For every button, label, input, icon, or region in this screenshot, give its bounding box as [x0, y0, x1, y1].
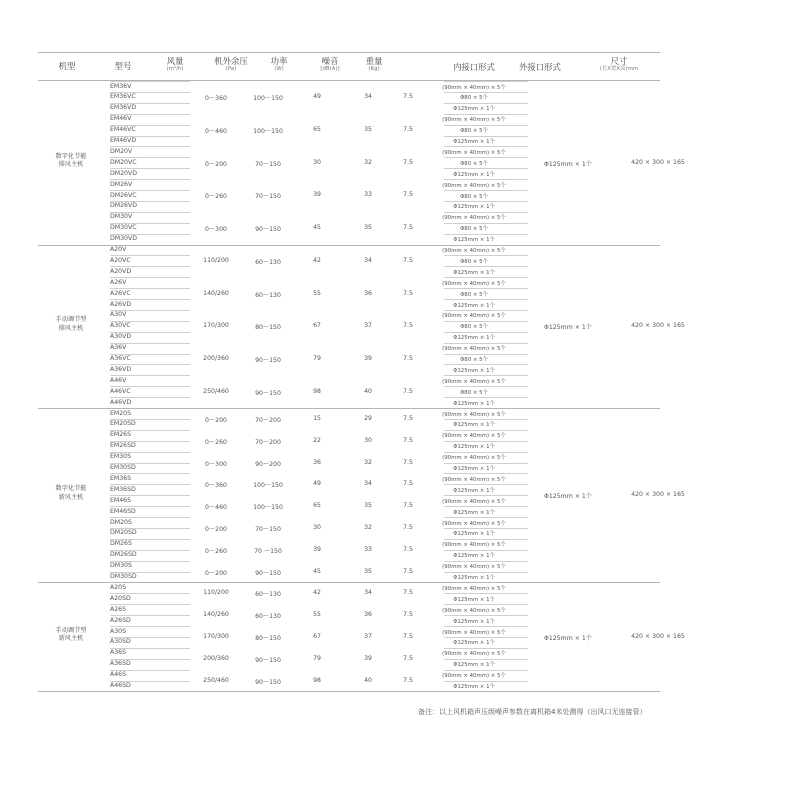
airflow-value: 0～260 [205, 438, 227, 446]
power-value: 39 [313, 545, 321, 553]
inner-port-value: Φ80 × 5个 [460, 291, 488, 298]
category-line: 新风主机 [58, 635, 84, 643]
inner-port-value: (90mm × 40mm) × 5个 [442, 280, 506, 287]
model-name: A36SD [110, 660, 131, 668]
inner-port-value: Φ125mm × 1个 [453, 422, 495, 429]
header-weight-unit: (Kg) [368, 65, 380, 72]
weight-value: 7.5 [403, 523, 413, 531]
power-value: 42 [313, 589, 321, 597]
model-name: EM30S [110, 453, 132, 461]
inner-port-value: Φ125mm × 1个 [453, 106, 495, 113]
category-label [38, 153, 104, 170]
inner-port-value: Φ125mm × 1个 [453, 367, 495, 374]
model-name: DM30VD [110, 235, 137, 243]
noise-value: 35 [364, 224, 372, 232]
weight-value: 7.5 [403, 256, 413, 264]
inner-port-value: Φ125mm × 1个 [453, 302, 495, 309]
model-name: EM46SD [110, 507, 136, 515]
inner-port-value: Φ80 × 5个 [460, 95, 488, 102]
category-line: 手动调节型 [55, 626, 87, 634]
model-name: A30S [110, 627, 127, 635]
model-name: EM46VC [110, 126, 136, 134]
pressure-value: 60～130 [255, 258, 281, 266]
weight-value: 7.5 [403, 126, 413, 134]
weight-value: 7.5 [403, 191, 413, 199]
header-weight-label: 重量 [365, 56, 383, 66]
airflow-value: 200/360 [203, 354, 229, 362]
power-value: 30 [313, 523, 321, 531]
airflow-value: 0～360 [205, 95, 227, 103]
header-type [38, 62, 96, 71]
header-size-label: 尺寸 [610, 56, 628, 66]
power-value: 49 [313, 480, 321, 488]
category-line: 新风主机 [58, 493, 84, 501]
model-name: A20S [110, 583, 127, 591]
weight-value: 7.5 [403, 289, 413, 297]
inner-port-value: (90mm × 40mm) × 5个 [442, 564, 506, 571]
inner-port-value: (90mm × 40mm) × 5个 [442, 149, 506, 156]
model-name: EM46VD [110, 137, 137, 144]
pressure-value: 90～150 [255, 226, 281, 234]
pressure-value: 100～150 [253, 95, 283, 103]
model-name: A20V [110, 246, 127, 253]
model-name: DM20S [110, 518, 132, 526]
weight-value: 7.5 [403, 676, 413, 684]
table-top-rule [38, 52, 660, 53]
airflow-value: 0～260 [205, 193, 227, 201]
power-value: 55 [313, 289, 321, 297]
weight-value: 7.5 [403, 158, 413, 166]
power-value: 98 [313, 387, 321, 395]
pressure-value: 90～150 [255, 389, 281, 397]
pressure-value: 80～150 [255, 634, 281, 642]
header-power-label: 功率 [270, 56, 288, 66]
outer-port-value: Φ125mm × 1个 [544, 634, 592, 642]
inner-port-value: Φ125mm × 1个 [453, 618, 495, 625]
header-power-unit: (W) [274, 65, 284, 72]
header-type-label: 机型 [58, 61, 76, 71]
inner-port-value: Φ125mm × 1个 [453, 269, 495, 276]
model-name: EM30SD [110, 464, 136, 471]
model-name: EM36V [110, 82, 132, 90]
inner-port-value: Φ80 × 5个 [460, 160, 488, 167]
airflow-value: 200/360 [203, 654, 229, 662]
inner-port-value: (90mm × 40mm) × 5个 [442, 433, 506, 440]
category-label [38, 316, 104, 333]
model-name: EM36S [110, 474, 132, 482]
model-name: EM26S [110, 431, 132, 439]
noise-value: 33 [364, 191, 372, 199]
noise-value: 35 [364, 502, 372, 510]
noise-value: 37 [364, 632, 372, 640]
inner-port-value: (90mm × 40mm) × 5个 [442, 673, 506, 680]
category-line: 数字化节能 [55, 152, 87, 160]
model-name: A36V [110, 344, 127, 352]
outer-port-value: Φ125mm × 1个 [544, 493, 592, 501]
model-name: A26VC [110, 289, 131, 297]
model-name: A26S [110, 605, 127, 613]
inner-port-value: Φ80 × 5个 [460, 324, 488, 331]
header-airflow-label: 风量 [166, 56, 184, 66]
pressure-value: 70～150 [255, 160, 281, 168]
weight-value: 7.5 [403, 354, 413, 362]
airflow-value: 0～200 [205, 569, 227, 577]
inner-port-value: Φ80 × 5个 [460, 258, 488, 265]
inner-port-value: Φ125mm × 1个 [453, 575, 495, 581]
header-pressure-unit: (Pa) [225, 65, 237, 72]
model-name: A30SD [110, 638, 131, 646]
model-name: DM30VC [110, 224, 137, 232]
noise-value: 32 [364, 158, 372, 166]
power-value: 30 [313, 158, 321, 166]
noise-value: 39 [364, 654, 372, 662]
section-rule [38, 408, 660, 409]
airflow-value: 0～260 [205, 547, 227, 555]
model-name: DM20VC [110, 158, 137, 166]
weight-value: 7.5 [403, 224, 413, 232]
model-name: EM36SD [110, 485, 136, 493]
size-value: 420 × 300 × 165 [631, 491, 685, 499]
inner-port-value: (90mm × 40mm) × 5个 [442, 215, 506, 222]
model-name: DM20V [110, 147, 133, 155]
category-label [38, 485, 104, 502]
pressure-value: 70～200 [255, 438, 281, 446]
weight-value: 7.5 [403, 458, 413, 466]
power-value: 15 [313, 414, 321, 422]
airflow-value: 250/460 [203, 676, 229, 684]
pressure-value: 70～150 [255, 525, 281, 533]
weight-value: 7.5 [403, 414, 413, 422]
power-value: 22 [313, 436, 321, 444]
pressure-value: 70～150 [255, 193, 281, 201]
model-name: A26SD [110, 616, 131, 624]
size-value: 420 × 300 × 165 [631, 632, 685, 640]
model-name: EM20SD [110, 420, 136, 428]
airflow-value: 110/200 [203, 256, 229, 264]
model-name: EM36VD [110, 104, 137, 112]
table-bottom-rule [38, 691, 660, 692]
pressure-value: 60～130 [255, 591, 281, 599]
model-name: DM20SD [110, 529, 137, 537]
inner-port-value: Φ125mm × 1个 [453, 553, 495, 560]
header-inner-port-label: 内接口形式 [453, 62, 495, 72]
model-name: A30VD [110, 333, 132, 341]
noise-value: 40 [364, 676, 372, 684]
inner-port-value: (90mm × 40mm) × 5个 [442, 313, 506, 320]
power-value: 36 [313, 458, 321, 466]
header-airflow [150, 57, 200, 72]
weight-value: 7.5 [403, 567, 413, 575]
airflow-value: 110/200 [203, 589, 229, 597]
power-value: 79 [313, 354, 321, 362]
noise-value: 36 [364, 611, 372, 619]
power-value: 49 [313, 93, 321, 101]
header-power [262, 57, 296, 72]
model-name: EM20S [110, 409, 132, 417]
header-outer-port [504, 63, 576, 72]
model-name: DM26SD [110, 551, 137, 559]
inner-port-value: Φ125mm × 1个 [453, 596, 495, 603]
inner-port-value: (90mm × 40mm) × 5个 [442, 651, 506, 658]
inner-port-value: (90mm × 40mm) × 5个 [442, 182, 506, 189]
inner-port-value: Φ125mm × 1个 [453, 237, 495, 244]
airflow-value: 0～300 [205, 226, 227, 234]
power-value: 45 [313, 224, 321, 232]
model-name: A26VD [110, 300, 132, 308]
inner-port-value: (90mm × 40mm) × 5个 [442, 117, 506, 124]
inner-port-value: Φ125mm × 1个 [453, 662, 495, 669]
airflow-value: 0～300 [205, 460, 227, 468]
pressure-value: 70 ～150 [254, 547, 282, 555]
weight-value: 7.5 [403, 322, 413, 330]
model-name: DM20VD [110, 169, 137, 177]
inner-port-value: Φ125mm × 1个 [453, 171, 495, 178]
weight-value: 7.5 [403, 387, 413, 395]
inner-port-value: (90mm × 40mm) × 5个 [442, 411, 506, 418]
inner-port-value: (90mm × 40mm) × 5个 [442, 585, 506, 592]
section-rule [38, 245, 660, 246]
noise-value: 34 [364, 93, 372, 101]
inner-port-value: Φ80 × 5个 [460, 193, 488, 200]
weight-value: 7.5 [403, 436, 413, 444]
noise-value: 30 [364, 436, 372, 444]
model-name: A46VD [110, 398, 132, 406]
inner-port-value: Φ125mm × 1个 [453, 335, 495, 342]
airflow-value: 170/300 [203, 632, 229, 640]
noise-value: 33 [364, 545, 372, 553]
power-value: 42 [313, 256, 321, 264]
airflow-value: 250/460 [203, 387, 229, 395]
weight-value: 7.5 [403, 502, 413, 510]
inner-port-value: Φ80 × 5个 [460, 357, 488, 363]
power-value: 67 [313, 632, 321, 640]
inner-port-value: (90mm × 40mm) × 5个 [442, 84, 506, 91]
model-name: A20VD [110, 267, 132, 275]
pressure-value: 100～150 [253, 504, 283, 512]
model-name: A36S [110, 649, 127, 657]
airflow-value: 0～200 [205, 160, 227, 168]
inner-port-value: (90mm × 40mm) × 5个 [442, 542, 506, 549]
header-noise-unit: [dB(A)] [320, 65, 340, 72]
pressure-value: 60～130 [255, 291, 281, 299]
model-name: A30VC [110, 322, 131, 330]
section-rule [38, 582, 660, 583]
header-noise-label: 噪音 [321, 56, 339, 66]
weight-value: 7.5 [403, 654, 413, 662]
pressure-value: 90～200 [255, 460, 281, 468]
inner-port-value: Φ125mm × 1个 [453, 531, 495, 538]
noise-value: 39 [364, 354, 372, 362]
model-name: DM30SD [110, 573, 137, 580]
noise-value: 40 [364, 387, 372, 395]
pressure-value: 60～130 [255, 613, 281, 621]
inner-port-value: Φ125mm × 1个 [453, 640, 495, 647]
model-name: A46VC [110, 387, 131, 395]
weight-value: 7.5 [403, 589, 413, 597]
model-name: DM26V [110, 180, 133, 188]
noise-value: 36 [364, 289, 372, 297]
noise-value: 29 [364, 414, 372, 422]
inner-port-value: Φ125mm × 1个 [453, 509, 495, 516]
model-name: A46V [110, 376, 127, 384]
inner-port-value: (90mm × 40mm) × 5个 [442, 378, 506, 385]
model-name: DM30S [110, 562, 132, 570]
header-airflow-unit: (m³/h) [166, 65, 184, 72]
airflow-value: 170/300 [203, 322, 229, 330]
header-weight [354, 57, 394, 72]
weight-value: 7.5 [403, 93, 413, 101]
noise-value: 35 [364, 567, 372, 575]
inner-port-value: Φ125mm × 1个 [453, 444, 495, 451]
size-value: 420 × 300 × 165 [631, 322, 685, 330]
inner-port-value: Φ80 × 5个 [460, 128, 488, 135]
model-name: A46SD [110, 682, 131, 689]
weight-value: 7.5 [403, 611, 413, 619]
inner-port-value: Φ125mm × 1个 [453, 466, 495, 472]
pressure-value: 80～150 [255, 324, 281, 332]
power-value: 98 [313, 676, 321, 684]
outer-port-value: Φ125mm × 1个 [544, 324, 592, 332]
model-name: EM46V [110, 115, 132, 123]
inner-port-value: (90mm × 40mm) × 5个 [442, 476, 506, 483]
header-size [578, 57, 660, 72]
airflow-value: 0～460 [205, 128, 227, 136]
power-value: 65 [313, 502, 321, 510]
outer-port-value: Φ125mm × 1个 [544, 160, 592, 168]
header-pressure [200, 57, 262, 72]
model-name: DM26VC [110, 191, 137, 199]
inner-port-value: (90mm × 40mm) × 5个 [442, 520, 506, 527]
airflow-value: 0～200 [205, 416, 227, 424]
weight-value: 7.5 [403, 545, 413, 553]
inner-port-value: (90mm × 40mm) × 5个 [442, 346, 506, 353]
model-name: EM46S [110, 496, 132, 504]
noise-value: 32 [364, 523, 372, 531]
inner-port-value: Φ125mm × 1个 [453, 487, 495, 494]
airflow-value: 140/260 [203, 289, 229, 297]
noise-value: 34 [364, 256, 372, 264]
noise-value: 34 [364, 480, 372, 488]
inner-port-value: (90mm × 40mm) × 5个 [442, 607, 506, 614]
pressure-value: 90～150 [255, 356, 281, 364]
model-name: DM30V [110, 213, 133, 221]
header-model [96, 62, 150, 71]
pressure-value: 70～200 [255, 416, 281, 424]
inner-port-value: (90mm × 40mm) × 5个 [442, 248, 506, 254]
power-value: 55 [313, 611, 321, 619]
weight-value: 7.5 [403, 632, 413, 640]
model-name: EM26SD [110, 442, 136, 450]
model-name: A36VC [110, 355, 131, 362]
model-name: A36VD [110, 365, 132, 373]
noise-value: 37 [364, 322, 372, 330]
airflow-value: 140/260 [203, 611, 229, 619]
noise-value: 34 [364, 589, 372, 597]
model-name: DM26S [110, 540, 132, 548]
category-line: 排风主机 [58, 161, 84, 169]
power-value: 65 [313, 126, 321, 134]
pressure-value: 90～150 [255, 569, 281, 577]
inner-port-value: Φ125mm × 1个 [453, 204, 495, 211]
header-outer-port-label: 外接口形式 [519, 62, 561, 72]
category-line: 数字化节能 [55, 485, 87, 493]
airflow-value: 0～200 [205, 525, 227, 533]
category-line: 排风主机 [58, 324, 84, 332]
model-name: A20SD [110, 594, 131, 602]
pressure-value: 100～150 [253, 128, 283, 136]
power-value: 67 [313, 322, 321, 330]
header-model-label: 型号 [114, 61, 132, 71]
inner-port-value: (90mm × 40mm) × 5个 [442, 455, 506, 462]
model-name: A26V [110, 278, 127, 286]
category-line: 手动调节型 [55, 316, 87, 324]
model-name: A46S [110, 671, 127, 679]
inner-port-value: Φ80 × 5个 [460, 226, 488, 233]
model-name: EM36VC [110, 93, 136, 101]
header-size-unit: (长X宽X高)mm [599, 65, 639, 72]
pressure-value: 90～150 [255, 656, 281, 664]
inner-port-value: (90mm × 40mm) × 5个 [442, 629, 506, 636]
power-value: 39 [313, 191, 321, 199]
inner-port-value: Φ80 × 5个 [460, 389, 488, 396]
power-value: 79 [313, 654, 321, 662]
size-value: 420 × 300 × 165 [631, 158, 685, 166]
airflow-value: 0～360 [205, 482, 227, 490]
category-label [38, 627, 104, 644]
airflow-value: 0～460 [205, 504, 227, 512]
footnote: 备注：以上风机箱声压级噪声参数在离机箱4米处测得（出风口无连接管） [418, 708, 647, 716]
noise-value: 35 [364, 126, 372, 134]
weight-value: 7.5 [403, 480, 413, 488]
inner-port-value: Φ125mm × 1个 [453, 139, 495, 145]
inner-port-value: Φ125mm × 1个 [453, 400, 495, 407]
inner-port-value: (90mm × 40mm) × 5个 [442, 498, 506, 505]
inner-port-value: Φ125mm × 1个 [453, 684, 495, 690]
model-name: A20VC [110, 256, 131, 264]
noise-value: 32 [364, 458, 372, 466]
header-pressure-label: 机外余压 [214, 56, 248, 66]
power-value: 45 [313, 567, 321, 575]
model-name: A30V [110, 311, 127, 319]
model-name: DM26VD [110, 202, 137, 210]
pressure-value: 90～150 [255, 678, 281, 686]
pressure-value: 100～150 [253, 482, 283, 490]
